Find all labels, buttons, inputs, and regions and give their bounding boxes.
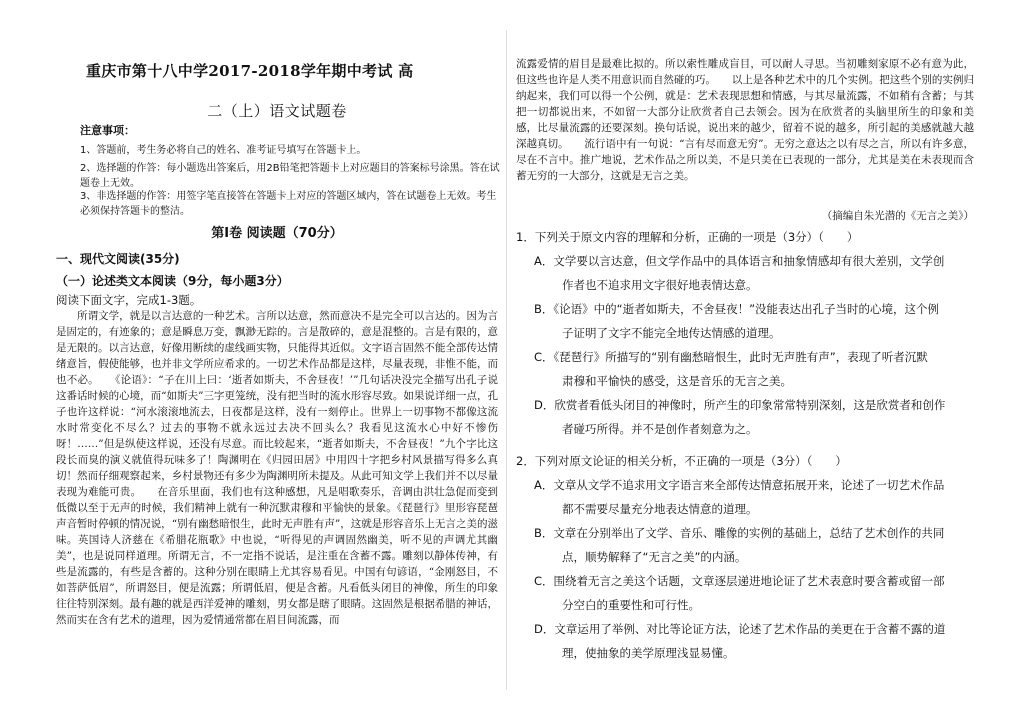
column-divider <box>506 30 507 690</box>
option-a: A．文章从文学不追求用文字语言来全部传达情意拓展开来，论述了一切艺术作品 都不需要尽量充分地表达情意的道理。 <box>534 478 945 516</box>
exam-title-line2: 二（上）语文试题卷 <box>207 102 347 120</box>
option-c: C．围绕着无言之美这个话题，文章逐层递进地论证了艺术表意时要含蓄或留一部 分空白的重要性和可行性。 <box>534 574 945 612</box>
passage-source: （摘编自朱光潜的《无言之美》） <box>821 210 974 222</box>
notice-item-3: 3、非选择题的作答：用签字笔直接答在答题卡上对应的答题区域内，答在试题卷上无效。考生必须保持答题卡的整洁。 <box>80 191 497 217</box>
option-b: B．《论语》中的“逝者如斯夫，不舍昼夜！”没能表达出孔子当时的心境，这个例 子证明了文字不能完全地传达情感的道理。 <box>534 302 940 340</box>
option-a: A．文学要以言达意，但文学作品中的具体语言和抽象情感却有很大差别，文学创 作者也不追求用文字很好地表情达意。 <box>534 254 945 292</box>
section-title: 第Ⅰ卷 阅读题（70分） <box>211 226 343 241</box>
passage-text-right: 流露爱情的眉目是最难比拟的。所以索性雕成盲目，可以耐人寻思。当初雕刻家原不必有意为此，但这些也许是人类不用意识而自然碰的巧。 以上是各种艺术中的几个实例。把这些个别的实例归纳起来，我们可以得一个公例，就是：艺术表现思想和情感，与其尽量流露，不如稍有含蓄；与其把一切都说出来，不如留一大部分让欣赏者自己去领会。因为在欣赏者的头脑里所生的印象和美感，比尽量流露的还要深刻。换句话说，说出来的越少，留着不说的越多，所引起的美感就越大越深越真切。 流行语中有一句说：“言有尽而意无穷”。无穷之意达之以有尽之言，所以有许多意，尽在不言中。推广地说，艺术作品之所以美，不是只美在已表现的一部分，尤其是美在未表现而含蓄无穷的一大部分，这就是无言之美。 <box>516 58 974 182</box>
question-stem: 1．下列关于原文内容的理解和分析，正确的一项是（3分）（ ） <box>516 230 859 244</box>
option-d: D．欣赏者看低头闭目的神像时，所产生的印象常常特别深刻，这是欣赏者和创作 者碰巧所得。并不是创作者刻意为之。 <box>534 398 946 436</box>
reading-instruction: 阅读下面文字，完成1-3题。 <box>56 293 202 307</box>
option-c: C．《琵琶行》所描写的“别有幽愁暗恨生，此时无声胜有声”，表现了听者沉默 肃穆和平愉快的感受，这是音乐的无言之美。 <box>534 350 928 388</box>
option-d: D．文章运用了举例、对比等论证方法，论述了艺术作品的美更在于含蓄不露的道 理，使抽象的美学原理浅显易懂。 <box>534 622 946 660</box>
subpart-heading: （一）论述类文本阅读（9分，每小题3分） <box>56 274 289 288</box>
question-stem: 2．下列对原文论证的相关分析，不正确的一项是（3分）（ ） <box>516 454 847 468</box>
passage-text-left: 所谓文学，就是以言达意的一种艺术。言所以达意，然而意决不是完全可以言达的。因为言是固定的，有迹象的；意是瞬息万变，飘渺无踪的。言是散碎的，意是混整的。言是有限的，意是无限的。以言达意，好像用断续的虚线画实物，只能得其近似。文字语言固然不能全部传达情绪意旨，假使能够，也并非文学所应希求的。一切艺术作品都是这样，尽量表现，非惟不能，而也不必。 《论语》：“子在川上曰：‘逝者如斯夫，不舍昼夜！’”几句话决没完全描写出孔子说这番话时候的心境，而“如斯夫”三字更笼统，没有把当时的流水形容尽致。如果说详细一点，孔子也许这样说：“河水滚滚地流去，日夜都是这样，没有一刻停止。世界上一切事物不都像这流水时常变化不尽么？过去的事物不就永远过去决不回头么？我看见这流水心中好不惨伤呀！……”但是纵使这样说，还没有尽意。而比较起来，“逝者如斯夫，不舍昼夜！”九个字比这段长而臭的演义就值得玩味多了！陶渊明在《归园田居》中用四十字把乡村风景描写得多么真切！然而仔细观察起来，乡村景物还有多少为陶渊明所未提及。从此可知文学上我们并不以尽量表现为难能可贵。 在音乐里面，我们也有这种感想，凡是唱歌奏乐，音调由洪壮急促而变到低微以至于无声的时候，我们精神上就有一种沉默肃穆和平愉快的景象。《琵琶行》里形容琵琶声音暂时停顿的情况说，“别有幽愁暗恨生，此时无声胜有声”，这就是形容音乐上无言之美的滋味。英国诗人济慈在《希腊花瓶歌》中也说，“听得见的声调固然幽美，听不见的声调尤其幽美”，也是说同样道理。所谓无言，不一定指不说话，是注重在含蓄不露。雕刻以静体传神，有些是流露的，有些是含蓄的。这种分别在眼睛上尤其容易看见。中国有句谚语，“金刚怒目，不如菩萨低眉”，所谓怒目，便是流露；所谓低眉，便是含蓄。凡看低头闭目的神像，所生的印象往往特别深刻。最有趣的就是西洋爱神的雕刻，男女都是瞎了眼睛。这固然是根据希腊的神话，然而实在含有艺术的道理，因为爱情通常都在眉目间流露，而 <box>56 310 498 626</box>
question-2 <box>516 449 974 665</box>
option-b: B．文章在分别举出了文学、音乐、雕像的实例的基础上，总结了艺术创作的共同 点，顺势解释了“无言之美”的内涵。 <box>534 526 945 564</box>
notice-item-1: 1、答题前，考生务必将自己的姓名、准考证号填写在答题卡上。 <box>80 145 367 156</box>
exam-title-line1: 重庆市第十八中学2017-2018学年期中考试 高 <box>86 62 414 80</box>
notice-heading: 注意事项： <box>80 124 135 137</box>
part-heading: 一、现代文阅读(35分) <box>56 252 180 266</box>
notice-item-2: 2、选择题的作答：每小题选出答案后，用2B铅笔把答题卡上对应题目的答案标号涂黑。答在试题卷上无效。 <box>80 163 500 189</box>
question-1 <box>516 225 974 441</box>
